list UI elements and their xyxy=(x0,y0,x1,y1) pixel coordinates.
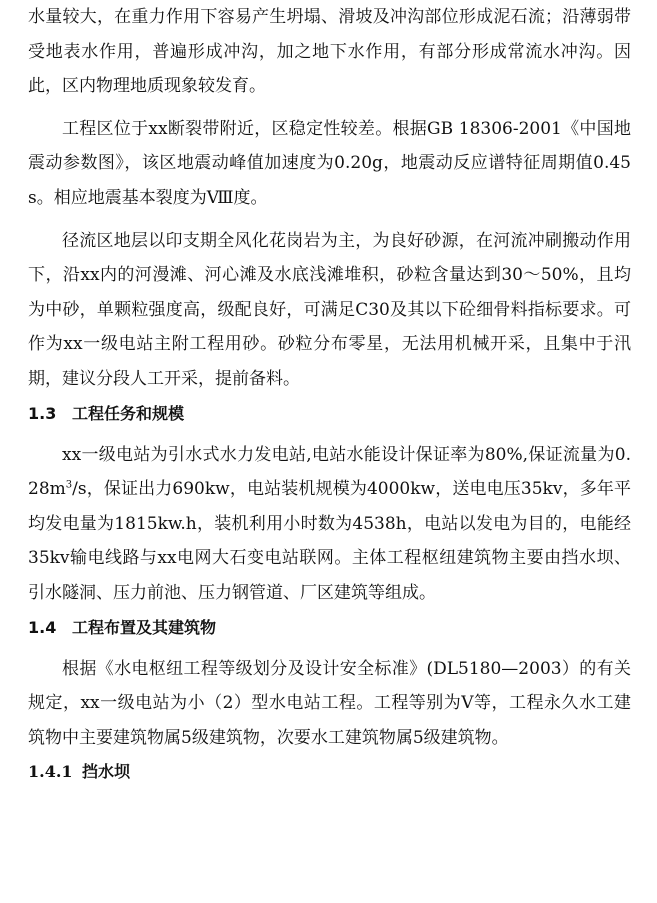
task-text-part-1: xx一级电站为引水式水力发电站,电站水能设计保证率为80%,保证流量为0.28m xyxy=(28,444,631,500)
section-number: 1.4 xyxy=(28,617,57,637)
section-title: 挡水坝 xyxy=(82,762,131,782)
paragraph-seismic: 工程区位于xx断裂带附近，区稳定性较差。根据GB 18306-2001《中国地震动参数图》，该区地震动峰值加速度为0.20g，地震动反应谱特征周期值0.45s。相应地震基本裂度为Ⅷ度。 xyxy=(28,118,631,208)
paragraph-sand-source: 径流区地层以印支期全风化花岗岩为主，为良好砂源，在河流冲刷搬动作用下，沿xx内的河漫滩、河心滩及水底浅滩堆积，砂粒含量达到30～50%，且均为中砂，单颗粒强度高，级配良好，可满足C30及其以下砼细骨料指标要求。可作为xx一级电站主附工程用砂。砂粒分布零星，无法用机械开采，且集中于汛期，建议分段人工开采，提前备料。 xyxy=(28,230,631,389)
paragraph-geology-continued: 水量较大，在重力作用下容易产生坍塌、滑坡及冲沟部位形成泥石流；沿薄弱带受地表水作用，普遍形成冲沟，加之地下水作用，有部分形成常流水冲沟。因此，区内物理地质现象较发育。 xyxy=(28,7,631,97)
superscript-cubed: 3 xyxy=(65,479,73,491)
section-heading-1-3 xyxy=(28,397,631,431)
section-heading-1-4-1 xyxy=(28,755,631,789)
paragraph-layout: 根据《水电枢纽工程等级划分及设计安全标准》(DL5180—2003）的有关规定，xx一级电站为小（2）型水电站工程。工程等别为V等，工程永久水工建筑物中主要建筑物属5级建筑物，次要水工建筑物属5级建筑物。 xyxy=(28,658,631,748)
paragraph-task-scale xyxy=(28,438,631,611)
section-title: 工程任务和规模 xyxy=(72,403,185,423)
section-number: 1.4.1 xyxy=(28,762,73,782)
task-text-part-2: /s，保证出力690kw，电站装机规模为4000kw，送电电压35kv，多年平均发电量为1815kw.h，装机利用小时数为4538h，电站以发电为目的，电能经35kv输电线路与xx电网大石变电站联网。主体工程枢纽建筑物主要由挡水坝、引水隧洞、压力前池、压力钢管道、厂区建筑等组成。 xyxy=(28,479,631,603)
section-heading-1-4 xyxy=(28,611,631,645)
section-title: 工程布置及其建筑物 xyxy=(72,617,217,637)
section-number: 1.3 xyxy=(28,403,57,423)
